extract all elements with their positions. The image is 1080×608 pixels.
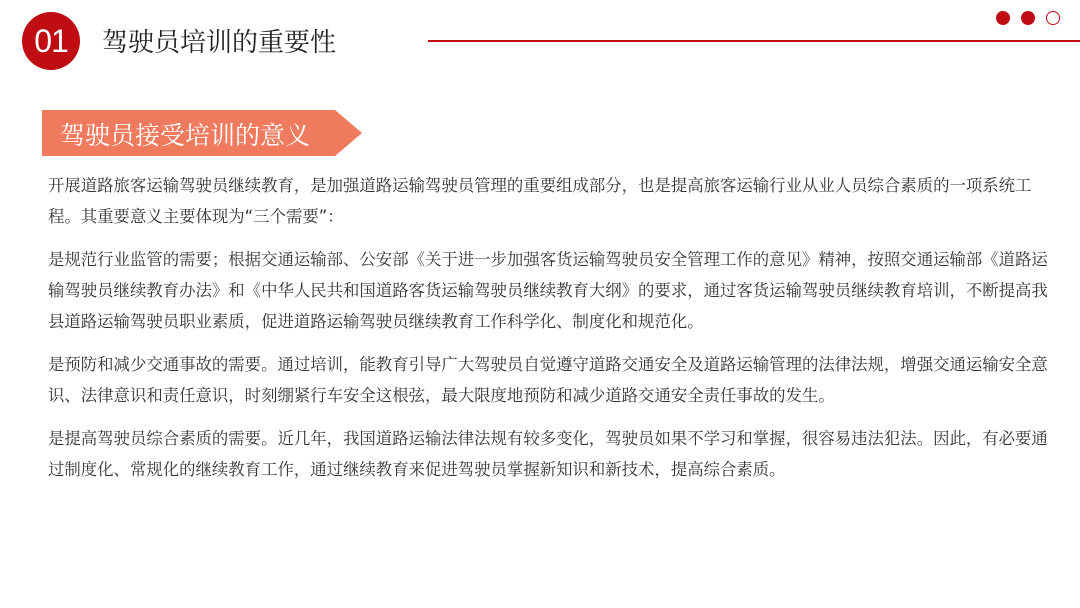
section-title: 驾驶员接受培训的意义 <box>60 121 311 150</box>
paragraph-supervision: 是规范行业监管的需要；根据交通运输部、公安部《关于进一步加强客货运输驾驶员安全管理工作的意见》精神，按照交通运输部《道路运输驾驶员继续教育办法》和《中华人民共和国道路客货运输驾驶员继续教育大纲》的要求，通过客货运输驾驶员继续教育培训，不断提高我县道路运输驾驶员职业素质，促进道路运输驾驶员继续教育工作科学化、制度化和规范化。 <box>48 250 1048 331</box>
slide-header <box>0 0 1080 80</box>
filled-dot-icon <box>996 11 1010 25</box>
paragraph-quality: 是提高驾驶员综合素质的需要。近几年，我国道路运输法律法规有较多变化，驾驶员如果不学习和掌握，很容易违法犯法。因此，有必要通过制度化、常规化的继续教育工作，通过继续教育来促进驾驶员掌握新知识和新技术，提高综合素质。 <box>48 429 1048 479</box>
decorative-dots <box>996 11 1060 25</box>
header-divider-line <box>428 40 1080 42</box>
section-number-badge: 01 <box>22 12 80 70</box>
body-text <box>48 170 1053 497</box>
filled-dot-icon <box>1021 11 1035 25</box>
paragraph-accident-prevention: 是预防和减少交通事故的需要。通过培训，能教育引导广大驾驶员自觉遵守道路交通安全及道路运输管理的法律法规，增强交通运输安全意识、法律意识和责任意识，时刻绷紧行车安全这根弦，最大限度地预防和减少道路交通安全责任事故的发生。 <box>48 355 1048 405</box>
hollow-dot-icon <box>1046 11 1060 25</box>
paragraph-intro: 开展道路旅客运输驾驶员继续教育，是加强道路运输驾驶员管理的重要组成部分，也是提高旅客运输行业从业人员综合素质的一项系统工程。其重要意义主要体现为“三个需要”： <box>48 176 1032 226</box>
page-title: 驾驶员培训的重要性 <box>102 28 337 58</box>
